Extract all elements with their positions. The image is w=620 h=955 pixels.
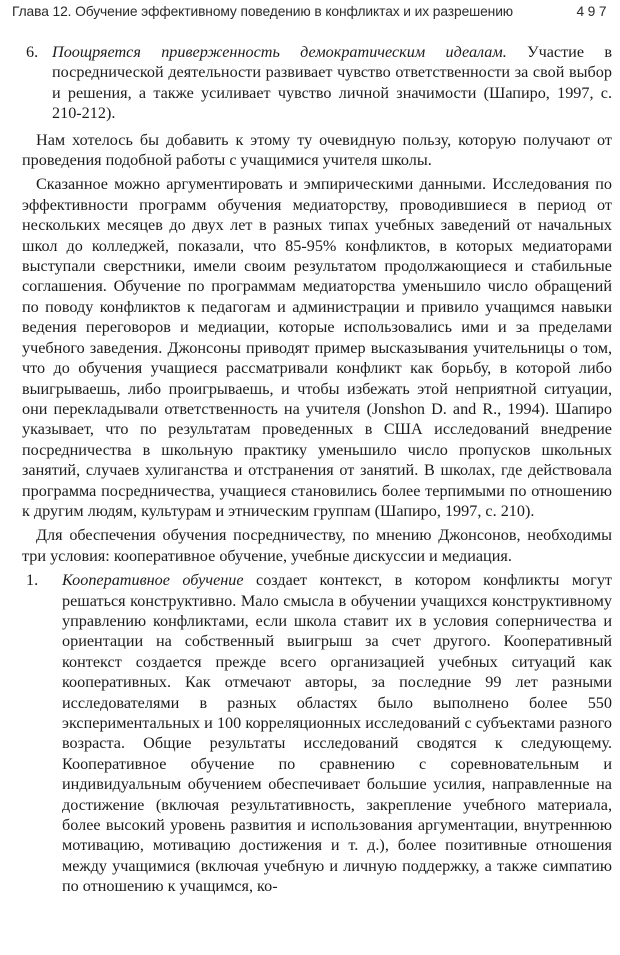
list-item-number: 6. [26,43,39,61]
page-body [22,42,612,901]
list-item-6 [22,42,612,124]
list-item-body [62,570,612,897]
page-number: 497 [576,4,610,19]
list-item-1 [22,570,612,897]
list-item-body [52,42,612,124]
running-head: Глава 12. Обучение эффективному поведению в конфликтах и их разрешению [12,4,514,19]
list-item-title: Кооперативное обучение [62,571,244,590]
paragraph-empirical-data: Сказанное можно аргументировать и эмпирическими данными. Исследования по эффективности программ обучения медиаторству, проводившиеся в период от нескольких месяцев до двух лет в разных типах учебных заведений от начальных школ до колледжей, показали, что 85-95% конфликтов, в которых медиаторами выступали сверстники, имели своим результатом продолжающиеся и стабильные соглашения. Обучение по программам медиаторства уменьшило число обращений по поводу конфликтов к педагогам и администрации и привило учащимся навыки ведения переговоров и медиации, которые использовались ими и за пределами учебного заведения. Джонсоны приводят пример высказывания учительницы о том, что до обучения учащиеся рассматривали конфликт как борьбу, в которой либо выигрываешь, либо проигрываешь, и чтобы избежать этой неприятной ситуации, они перекладывали ответственность на учителя (Jonshon D. and R., 1994). Шапиро указывает, что по результатам проведенных в США исследований внедрение посредничества в школьную практику уменьшило число пропусков школьных занятий, случаев хулиганства и отстранения от занятий. В школах, где действовала программа посредничества, учащиеся становились более терпимыми по отношению к другим людям, культурам и этническим группам (Шапиро, 1997, с. 210). [22,175,612,520]
paragraph-teachers-benefit: Нам хотелось бы добавить к этому ту очевидную пользу, которую получают от проведения подобной работы с учащимися учителя школы. [22,130,612,170]
list-item-number: 1. [26,571,39,590]
list-item-text: Участие в посреднической деятельности развивает чувство ответственности за свой выбор и решения, а также усиливает чувство личной значимости (Шапиро, 1997, с. 210-212). [52,43,612,123]
list-item-title: Поощряется приверженность демократическим идеалам. [52,43,507,61]
paragraph-three-conditions: Для обеспечения обучения посредничеству, по мнению Джонсонов, необходимы три условия: кооперативное обучение, учебные дискуссии и медиация. [22,526,612,565]
list-item-text: создает контекст, в котором конфликты могут решаться конструктивно. Мало смысла в обучении учащихся конструктивному управлению конфликтами, если школа ставит их в условия соперничества и ориентации на собственный выигрыш за счет другого. Кооперативный контекст создается прежде всего организацией учебных ситуаций как кооперативных. Как отмечают авторы, за последние 99 лет разными исследователями в разных областях было выполнено более 550 экспериментальных и 100 корреляционных исследований с субъектами разного возраста. Общие результаты исследований сводятся к следующему. Кооперативное обучение по сравнению с соревновательным и индивидуальным обучением обеспечивает большие усилия, направленные на достижение (включая результативность, закрепление учебного материала, более высокий уровень развития и использования аргументации, внутреннюю мотивацию, мотивацию достижения и т. д.), более позитивные отношения между учащимися (включая учебную и личную поддержку, а также симпатию по отношению к учащимся, ко- [62,571,612,896]
page-header [0,0,620,26]
